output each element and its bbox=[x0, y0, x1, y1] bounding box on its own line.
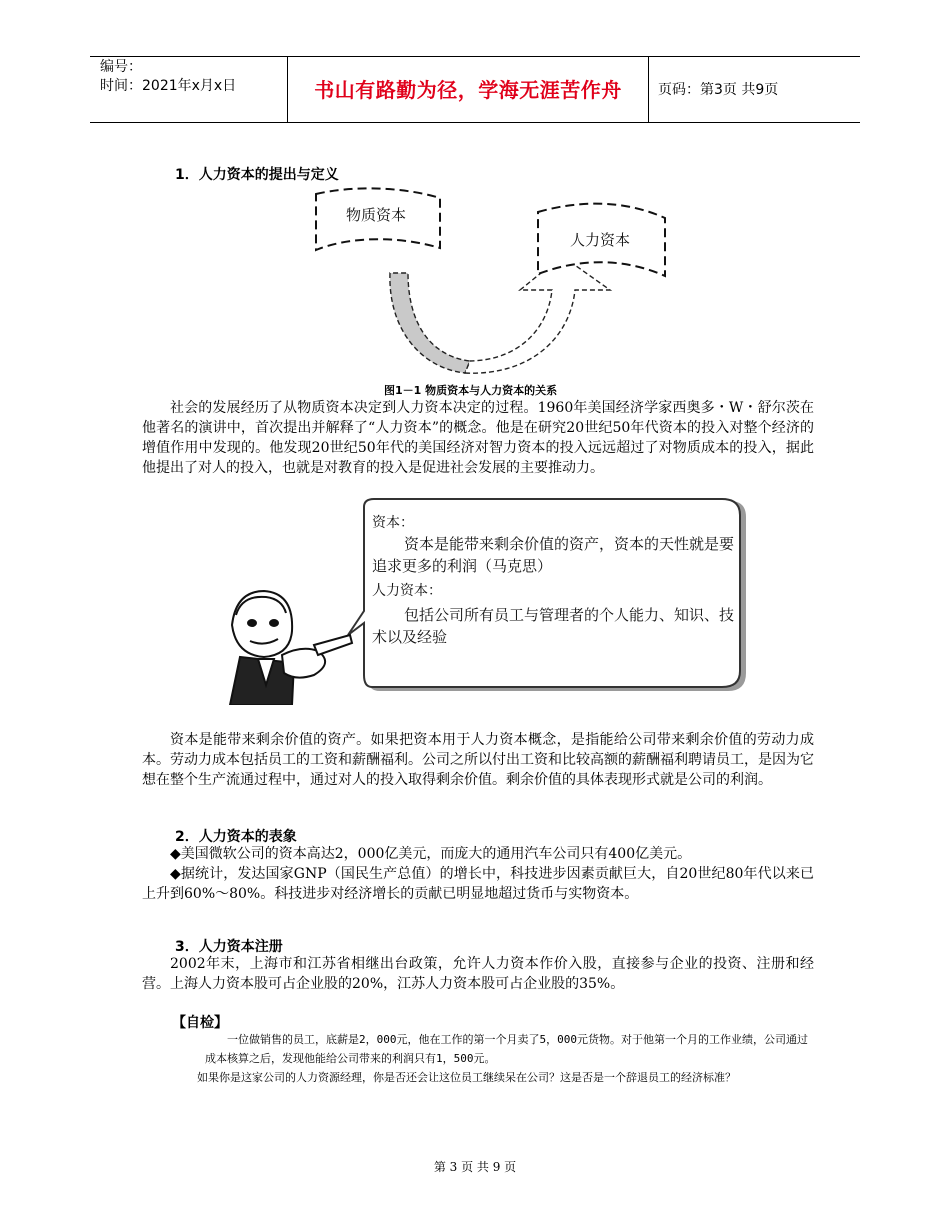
bubble-human-title: 人力资本： bbox=[372, 583, 442, 599]
page-footer: 第 3 页 共 9 页 bbox=[433, 1160, 517, 1174]
section2-heading: 2．人力资本的表象 bbox=[175, 829, 297, 845]
section3-paragraph: 2002年末，上海市和江苏省相继出台政策，允许人力资本作价入股，直接参与企业的投资、注册和经营。上海人力资本股可占企业股的20%，江苏人力资本股可占企业股的35%。 bbox=[142, 956, 814, 992]
section3-heading: 3．人力资本注册 bbox=[175, 939, 283, 955]
curve-arrow-left-band bbox=[390, 273, 470, 373]
self-check-body bbox=[197, 1030, 815, 1087]
section1-paragraph: 社会的发展经历了从物质资本决定到人力资本决定的过程。1960年美国经济学家西奥多・W・舒尔茨在他著名的演讲中，首次提出并解释了“人力资本”的概念。他是在研究20世纪50年代资本的投入对整个经济的增值作用中发现的。他发现20世纪50年代的美国经济对智力资本的投入远远超过了对物质成本的投入，据此他提出了对人的投入，也就是对教育的投入是促进社会发展的主要推动力。 bbox=[142, 400, 814, 476]
speech-bubble bbox=[222, 495, 752, 705]
figure-caption: 图1－1 物质资本与人力资本的关系 bbox=[384, 384, 558, 397]
header-number: 编号： bbox=[100, 59, 142, 75]
header-meta bbox=[100, 58, 236, 96]
self-check-question-2: 如果你是这家公司的人力资源经理，你是否还会让这位员工继续呆在公司？这是否是一个辞退员工的经济标准？ bbox=[197, 1071, 736, 1084]
bullet-item: ◆美国微软公司的资本高达2，000亿美元，而庞大的通用汽车公司只有400亿美元。 bbox=[170, 846, 692, 862]
cartoon-pointing-man-icon bbox=[230, 591, 352, 705]
curve-arrow-right-band bbox=[465, 256, 610, 373]
self-check-title: 【自检】 bbox=[172, 1015, 228, 1031]
human-capital-label: 人力资本 bbox=[570, 231, 631, 249]
bullet-item: ◆据统计，发达国家GNP（国民生产总值）的增长中，科技进步因素贡献巨大，自20世纪80年代以来已上升到60%～80%。科技进步对经济增长的贡献已明显地超过货币与实物资本。 bbox=[142, 866, 814, 902]
section1-paragraph2: 资本是能带来剩余价值的资产。如果把资本用于人力资本概念，是指能给公司带来剩余价值的劳动力成本。劳动力成本包括员工的工资和薪酬福利。公司之所以付出工资和比较高额的薪酬福利聘请员工，是因为它想在整个生产流通过程中，通过对人的投入取得剩余价值。剩余价值的具体表现形式就是公司的利润。 bbox=[142, 732, 814, 788]
header-page-number: 页码：第3页 共9页 bbox=[658, 82, 779, 98]
capital-relationship-diagram bbox=[280, 178, 680, 383]
section1-heading: 1．人力资本的提出与定义 bbox=[175, 167, 339, 183]
bubble-human-text: 包括公司所有员工与管理者的个人能力、知识、技术以及经验 bbox=[372, 606, 735, 646]
bubble-capital-text: 资本是能带来剩余价值的资产，资本的天性就是要追求更多的利润（马克思） bbox=[372, 535, 735, 575]
bubble-capital-title: 资本： bbox=[372, 515, 414, 531]
header-top-rule bbox=[90, 56, 860, 57]
header-bottom-rule bbox=[90, 122, 860, 123]
physical-capital-label: 物质资本 bbox=[346, 206, 407, 224]
header-motto: 书山有路勤为径，学海无涯苦作舟 bbox=[314, 78, 622, 102]
section2-bullets bbox=[142, 844, 814, 904]
self-check-question-1: 一位做销售的员工，底薪是2，000元，他在工作的第一个月卖了5，000元货物。对于他第一个月的工作业绩，公司通过成本核算之后，发现他能给公司带来的利润只有1，500元。 bbox=[205, 1033, 808, 1065]
header-time: 时间：2021年x月x日 bbox=[100, 78, 237, 94]
header-divider-right bbox=[648, 56, 649, 122]
